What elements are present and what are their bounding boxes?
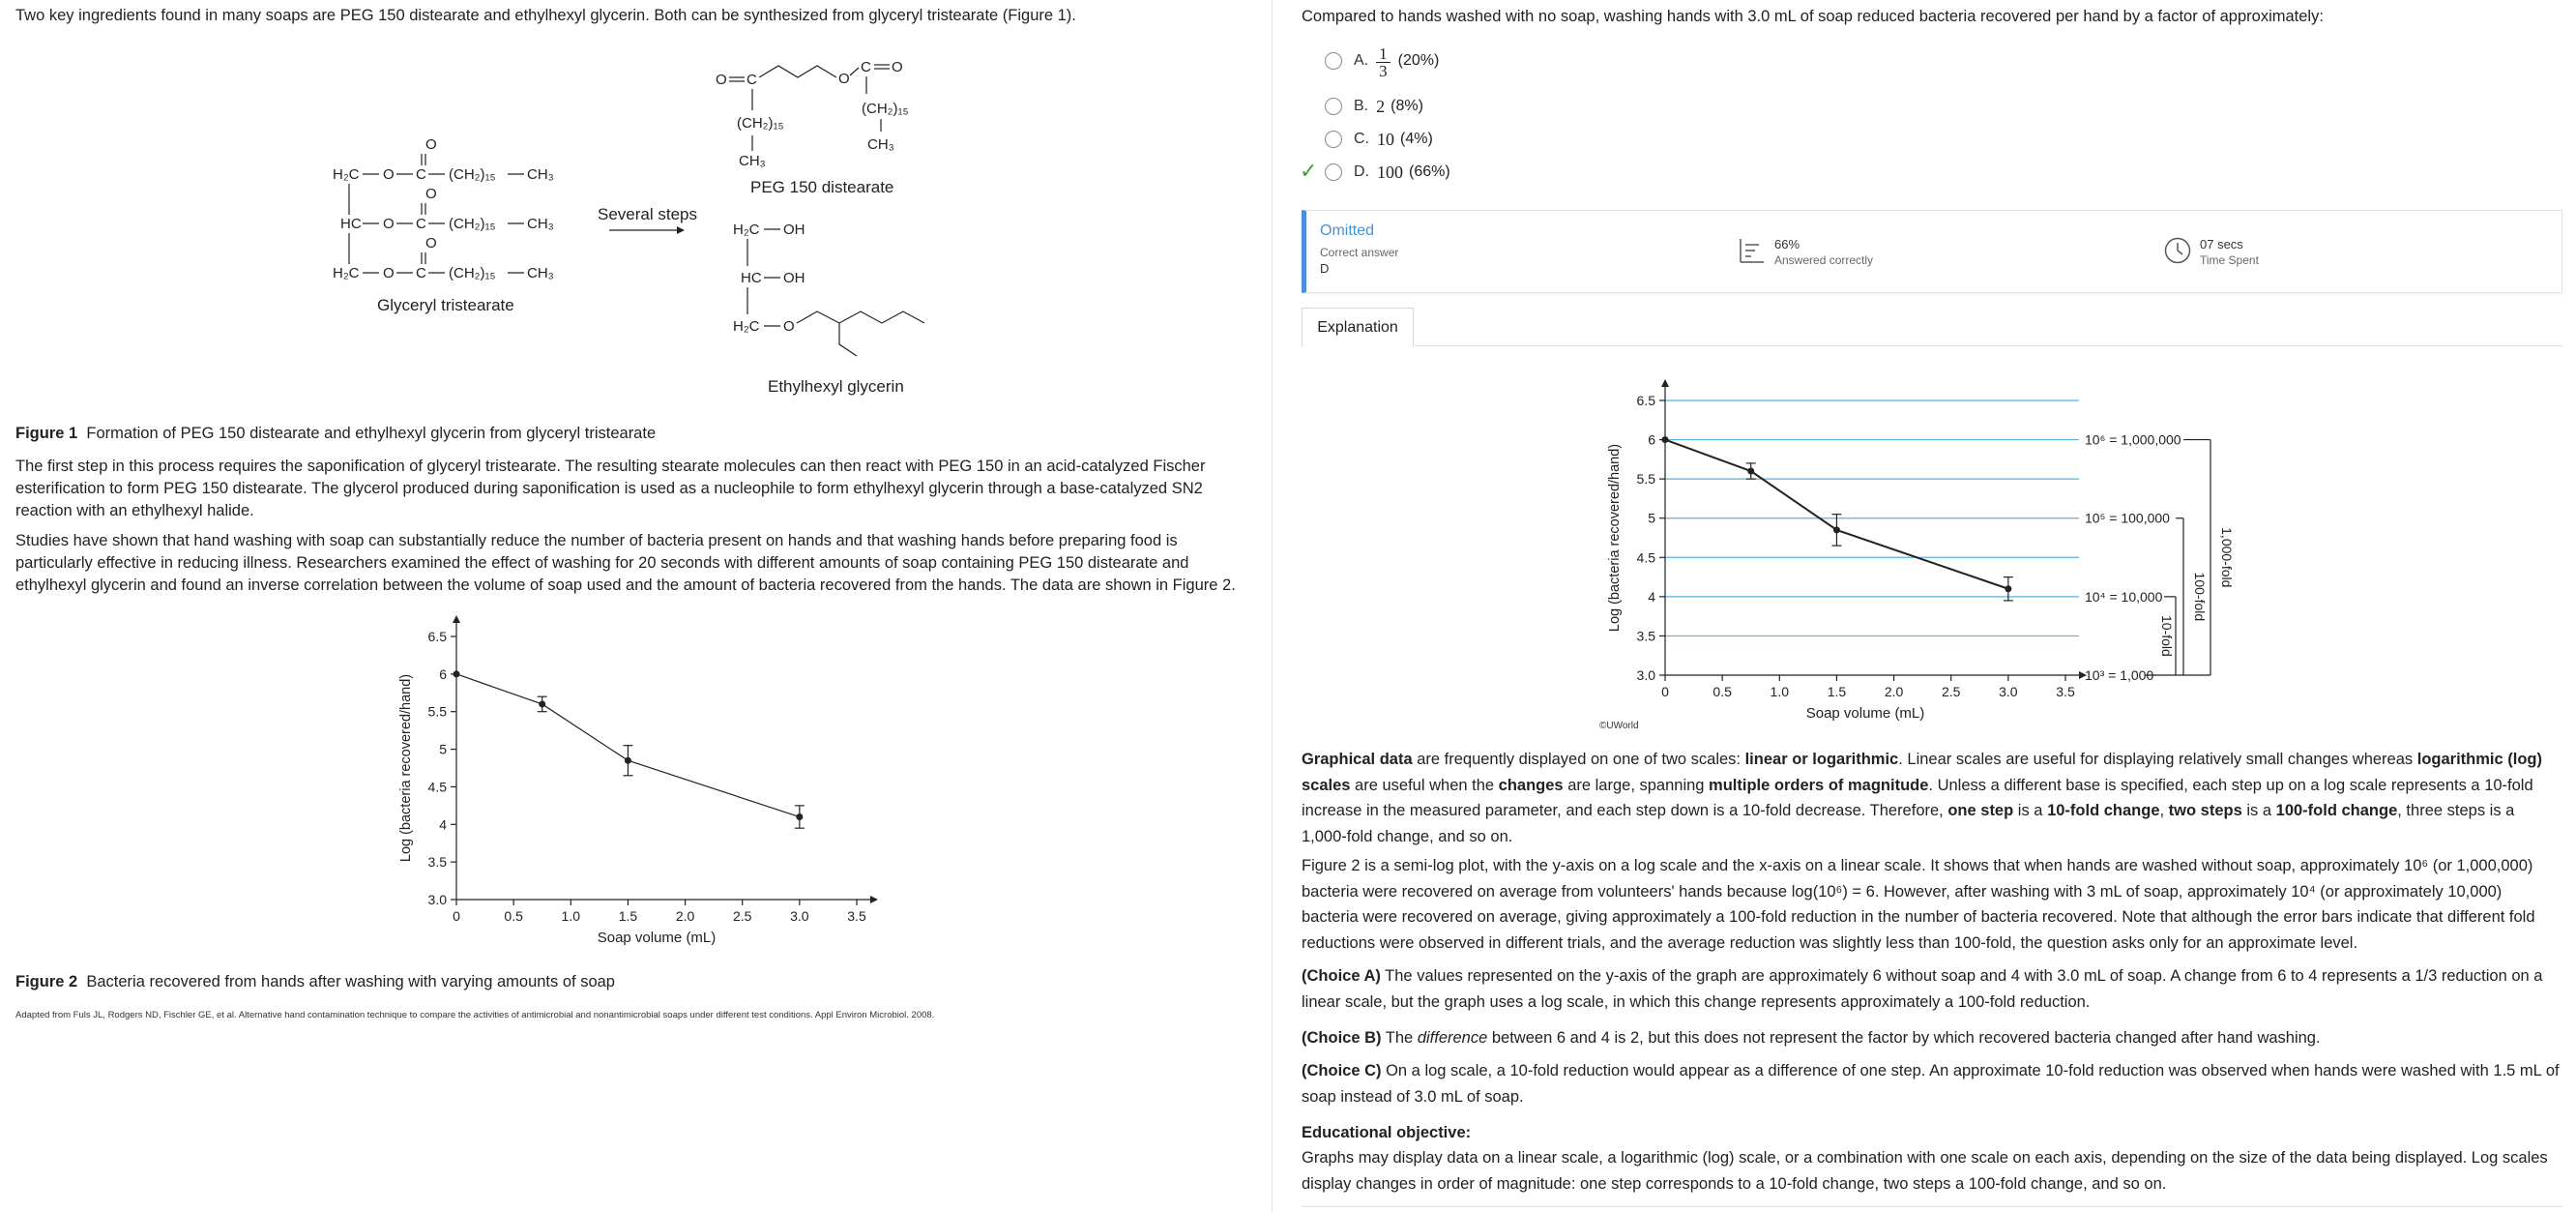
svg-text:(CH₂)₁₅: (CH₂)₁₅ — [862, 101, 909, 117]
choice-c-explanation: (Choice C) On a log scale, a 10-fold reduction would appear as a difference of one step. An approximate 10-fold reduction was observed when hands were washed with 1.5 mL of soap instead of 3.0 mL of soap. — [1302, 1062, 2560, 1106]
x-axis-label: Soap volume (mL) — [597, 930, 717, 946]
y-tick-label: 4 — [439, 816, 447, 833]
passage-panel — [0, 0, 1272, 1212]
svg-text:H₂C: H₂C — [333, 265, 360, 281]
data-point — [796, 813, 803, 820]
data-point — [1662, 436, 1669, 443]
x-tick-label: 3.0 — [1999, 684, 2018, 699]
y-tick-label: 5.5 — [1636, 471, 1655, 488]
y-axis-label: Log (bacteria recovered/hand) — [1607, 443, 1623, 633]
svg-text:O: O — [838, 71, 850, 87]
y-tick-label: 4 — [1648, 588, 1655, 605]
x-tick-label: 2.0 — [1884, 684, 1904, 699]
x-tick-label: 2.0 — [675, 908, 695, 924]
svg-text:O: O — [716, 72, 727, 88]
svg-text:O: O — [425, 136, 437, 153]
status-omitted: Omitted — [1320, 222, 1375, 239]
power-annotation: 10⁵ = 100,000 — [2085, 510, 2170, 526]
objective-heading: Educational objective: — [1302, 1124, 1472, 1141]
tab-explanation[interactable]: Explanation — [1302, 308, 1414, 346]
y-tick-label: 6.5 — [1636, 393, 1655, 408]
radio-button[interactable] — [1325, 98, 1342, 115]
svg-text:(CH₂)₁₅: (CH₂)₁₅ — [449, 216, 496, 232]
question-stem: Compared to hands washed with no soap, washing hands with 3.0 mL of soap reduced bacteria recovered per hand by a factor of approximately: — [1302, 8, 2324, 25]
y-axis-arrow — [453, 615, 460, 623]
svg-text:H₂C: H₂C — [733, 318, 760, 335]
bottom-divider — [1302, 1206, 2562, 1207]
svg-text:C: C — [416, 166, 426, 183]
correct-check-icon: ✓ — [1300, 159, 1318, 183]
figure2-chart — [387, 609, 890, 967]
passage-intro: Two key ingredients found in many soaps are PEG 150 distearate and ethylhexyl glycerin. Both can be synthesized from glyceryl tristearate (Figure 1). — [15, 7, 1076, 24]
radio-button[interactable] — [1325, 131, 1342, 148]
glyceryl-tristearate-label: Glyceryl tristearate — [377, 296, 514, 314]
y-tick-label: 3.5 — [427, 854, 447, 871]
y-tick-label: 3.5 — [1636, 628, 1655, 644]
y-tick-label: 4.5 — [427, 779, 447, 795]
y-axis-arrow — [1661, 379, 1669, 387]
x-tick-label: 1.0 — [1770, 684, 1790, 699]
question-panel — [1273, 0, 2576, 1212]
bracket-label: 1,000-fold — [2219, 527, 2235, 588]
x-tick-label: 0 — [453, 908, 460, 924]
x-tick-label: 2.5 — [732, 908, 752, 924]
svg-text:O: O — [425, 186, 437, 202]
svg-text:C: C — [746, 72, 757, 88]
y-axis-label: Log (bacteria recovered/hand) — [398, 673, 414, 863]
svg-text:(CH₂)₁₅: (CH₂)₁₅ — [737, 115, 784, 132]
y-tick-label: 5.5 — [427, 703, 447, 720]
y-tick-label: 3.0 — [1636, 667, 1655, 683]
svg-text:CH₃: CH₃ — [867, 136, 894, 153]
svg-text:(CH₂)₁₅: (CH₂)₁₅ — [449, 166, 496, 183]
y-tick-label: 3.0 — [427, 892, 447, 907]
x-tick-label: 0.5 — [504, 908, 523, 924]
data-point — [1747, 468, 1754, 475]
svg-text:C: C — [416, 216, 426, 232]
choice-b[interactable]: B. 2 (8%) — [1325, 94, 1423, 119]
svg-text:CH₃: CH₃ — [527, 265, 554, 281]
power-annotation: 10³ = 1,000 — [2085, 667, 2154, 683]
choice-c[interactable]: C. 10 (4%) — [1325, 127, 1433, 152]
citation: Adapted from Fuls JL, Rodgers ND, Fischler GE, et al. Alternative hand contamination technique to compare the activities of antimicrobial and nonantimicrobial soaps under different test conditions. Appl Environ Microbiol. 2008. — [15, 1010, 935, 1020]
x-tick-label: 0.5 — [1712, 684, 1732, 699]
y-tick-label: 5 — [1648, 510, 1655, 526]
x-axis-arrow — [870, 896, 878, 903]
x-tick-label: 0 — [1661, 684, 1669, 699]
ethylhexyl-glycerin-label: Ethylhexyl glycerin — [768, 377, 904, 396]
x-tick-label: 3.0 — [790, 908, 809, 924]
x-tick-label: 3.5 — [2056, 684, 2075, 699]
radio-button[interactable] — [1325, 52, 1342, 70]
svg-text:O: O — [383, 216, 395, 232]
passage-paragraph1: The first step in this process requires the saponification of glyceryl tristearate. The resulting stearate molecules can then react with PEG 150 in an acid-catalyzed Fischer esterification to form PEG 150 distearate. The glycerol produced during saponification is used as a nucleophile to form ethylhexyl glycerin through a base-catalyzed SN2 reaction with an ethylhexyl halide. — [15, 458, 1206, 519]
y-tick-label: 4.5 — [1636, 549, 1655, 566]
svg-text:O: O — [383, 265, 395, 281]
arrow-label: Several steps — [598, 205, 697, 223]
svg-text:H₂C: H₂C — [733, 222, 760, 238]
explanation-chart — [1592, 368, 2288, 725]
bracket-label: 100-fold — [2192, 572, 2208, 622]
y-tick-label: 6 — [1648, 431, 1655, 448]
choice-b-explanation: (Choice B) The difference between 6 and 4 is 2, but this does not represent the factor by which recovered bacteria changed after hand washing. — [1302, 1029, 2321, 1047]
svg-text:CH₃: CH₃ — [527, 166, 554, 183]
power-annotation: 10⁴ = 10,000 — [2085, 588, 2163, 605]
data-point — [454, 670, 460, 677]
svg-text:CH₃: CH₃ — [739, 153, 766, 169]
x-tick-label: 2.5 — [1941, 684, 1961, 699]
choice-d[interactable]: D. 100 (66%) — [1325, 160, 1450, 185]
svg-text:HC: HC — [340, 216, 362, 232]
svg-text:O: O — [892, 59, 903, 75]
clock-icon — [2163, 236, 2192, 265]
bar-chart-icon — [1738, 236, 1767, 265]
svg-text:C: C — [861, 59, 871, 75]
tab-underline — [1414, 345, 2562, 346]
data-point — [539, 700, 545, 707]
bracket-label: 10-fold — [2159, 615, 2175, 657]
figure1-caption: Figure 1 Formation of PEG 150 distearate and ethylhexyl glycerin from glyceryl tristearate — [15, 425, 657, 442]
percent-correct: 66% — [1774, 237, 1800, 251]
svg-text:CH₃: CH₃ — [527, 216, 554, 232]
peg-distearate-label: PEG 150 distearate — [750, 178, 894, 196]
y-tick-label: 6 — [439, 665, 447, 682]
time-spent: 07 secs — [2200, 237, 2243, 251]
data-point — [1833, 526, 1840, 533]
y-tick-label: 6.5 — [427, 629, 447, 644]
fraction: 1 3 — [1376, 45, 1390, 79]
data-point — [2005, 585, 2011, 592]
radio-button[interactable] — [1325, 163, 1342, 181]
svg-text:(CH₂)₁₅: (CH₂)₁₅ — [449, 265, 496, 281]
svg-text:O: O — [383, 166, 395, 183]
x-tick-label: 1.5 — [618, 908, 638, 924]
svg-text:OH: OH — [783, 270, 805, 286]
svg-text:O: O — [783, 318, 795, 335]
gt-h2c-top: H₂C — [333, 166, 360, 183]
power-annotation: 10⁶ = 1,000,000 — [2085, 431, 2181, 448]
x-tick-label: 1.5 — [1827, 684, 1847, 699]
figure1-diagram — [319, 48, 977, 406]
svg-text:HC: HC — [741, 270, 762, 286]
svg-text:C: C — [416, 265, 426, 281]
x-tick-label: 1.0 — [561, 908, 581, 924]
correct-answer-value: D — [1320, 261, 1330, 276]
passage-paragraph2: Studies have shown that hand washing with soap can substantially reduce the number of bacteria present on hands and that washing hands before preparing food is particularly effective in reducing illness. Researchers examined the effect of washing for 20 seconds with different amounts of soap containing PEG 150 distearate and ethylhexyl glycerin and found an inverse correlation between the volume of soap used and the amount of bacteria recovered from the hands. The data are shown in Figure 2. — [15, 532, 1236, 594]
stats-bar: Omitted Correct answer D 66% Answered correctly 07 secs Time Spent — [1302, 210, 2562, 293]
svg-text:OH: OH — [783, 222, 805, 238]
y-tick-label: 5 — [439, 741, 447, 757]
choice-a-explanation: (Choice A) The values represented on the y-axis of the graph are approximately 6 without soap and 4 with 3.0 mL of soap. A change from 6 to 4 represents a 1/3 reduction on a linear scale, but the graph uses a log scale, in which this change represents approximately a 100-fold reduction. — [1302, 967, 2543, 1011]
x-tick-label: 3.5 — [847, 908, 866, 924]
objective-text: Graphs may display data on a linear scale, a logarithmic (log) scale, or a combination with one scale on each axis, depending on the size of the data being displayed. Log scales display changes in order of magnitude: one step corresponds to a 10-fold change, two steps a 100-fold change, and so on. — [1302, 1149, 2548, 1193]
choice-a[interactable]: A. 1 3 (20%) — [1325, 48, 1439, 74]
svg-text:O: O — [425, 235, 437, 251]
explanation-paragraph2: Figure 2 is a semi-log plot, with the y-axis on a log scale and the x-axis on a linear scale. It shows that when hands are washed without soap, approximately 10⁶ (or 1,000,000) bacteria were recovered on average from volunteers' hands because log(10⁶) = 6. However, after washing with 3 mL of soap, approximately 10⁴ (or approximately 10,000) bacteria were recovered on average, giving approximately a 100-fold reduction in the number of bacteria recovered. Note that although the error bars indicate that different fold reductions were observed in different trials, and the average reduction was slightly less than 100-fold, the question asks only for an approximate level. — [1302, 857, 2535, 952]
figure2-caption: Figure 2 Bacteria recovered from hands after washing with varying amounts of soap — [15, 973, 615, 990]
data-point — [625, 757, 631, 764]
x-axis-label: Soap volume (mL) — [1805, 705, 1925, 722]
explanation-paragraph1: Graphical data are frequently displayed on one of two scales: linear or logarithmic. Linear scales are useful for displaying relatively small changes whereas logarithmic (log) scales are useful when the changes are large, spanning multiple orders of magnitude. Unless a different base is specified, each step up on a log scale represents a 10-fold increase in the measured parameter, and each step down is a 10-fold decrease. Therefore, one step is a 10-fold change, two steps is a 100-fold change, three steps is a 1,000-fold change, and so on. — [1302, 751, 2542, 845]
watermark: ©UWorld — [1599, 721, 1639, 731]
